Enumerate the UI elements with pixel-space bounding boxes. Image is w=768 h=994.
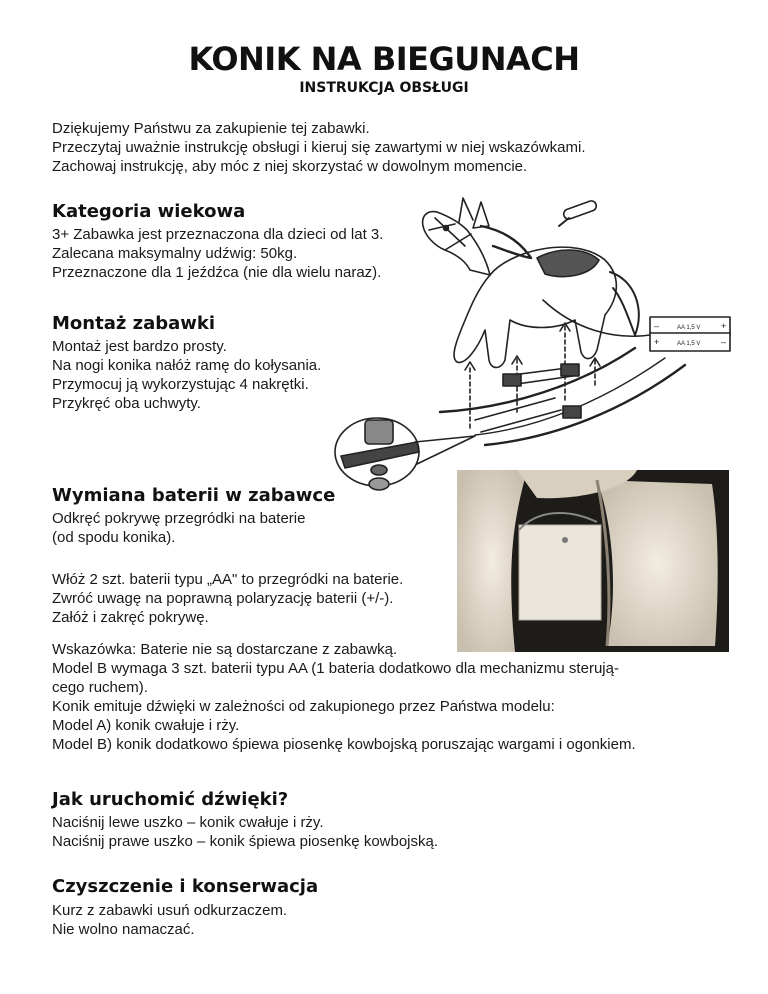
document-subtitle: INSTRUKCJA OBSŁUGI bbox=[299, 80, 469, 96]
battery-compartment-photo bbox=[457, 470, 729, 652]
battery-line: Załóż i zakręć pokrywę. bbox=[52, 609, 209, 626]
fur-right bbox=[597, 480, 718, 646]
horse-eye-icon bbox=[444, 226, 449, 231]
age-line: Przeznaczone dla 1 jeźdźca (nie dla wielu naraz). bbox=[52, 264, 382, 281]
rocker-nut bbox=[561, 364, 579, 376]
rocker-nut bbox=[563, 406, 581, 418]
handle-peg bbox=[559, 218, 569, 226]
cleaning-line: Kurz z zabawki usuń odkurzaczem. bbox=[52, 902, 288, 919]
age-line: Zalecana maksymalny udźwig: 50kg. bbox=[52, 245, 298, 262]
battery-compartment-box bbox=[519, 525, 601, 620]
assembly-line: Montaż jest bardzo prosty. bbox=[52, 338, 227, 355]
document-title: KONIK NA BIEGUNACH bbox=[188, 40, 580, 78]
rocker-crossbar bbox=[481, 410, 561, 432]
minus-sign: – bbox=[721, 337, 727, 347]
rocking-horse-assembly-illustration bbox=[305, 180, 745, 500]
battery-line: (od spodu konika). bbox=[52, 529, 176, 546]
horse-saddle bbox=[537, 250, 599, 277]
heading-age-category: Kategoria wiekowa bbox=[52, 201, 246, 222]
assembly-line: Przymocuj ją wykorzystując 4 nakrętki. bbox=[52, 376, 309, 393]
heading-battery-replacement: Wymiana baterii w zabawce bbox=[52, 485, 336, 506]
plus-sign: + bbox=[721, 321, 727, 331]
assembly-paragraph bbox=[52, 337, 321, 413]
minus-sign: – bbox=[654, 321, 660, 331]
heading-assembly: Montaż zabawki bbox=[52, 313, 216, 334]
horse-tail bbox=[610, 272, 639, 335]
age-line: 3+ Zabawka jest przeznaczona dla dzieci od lat 3. bbox=[52, 226, 384, 243]
cleaning-paragraph bbox=[52, 901, 287, 939]
detail-cap bbox=[365, 420, 393, 444]
horse-ear-icon bbox=[473, 202, 489, 228]
battery-notes bbox=[52, 640, 636, 754]
battery-line: Włóż 2 szt. baterii typu „AA" to przegródki na baterie. bbox=[52, 571, 404, 588]
note-line: Model A) konik cwałuje i rży. bbox=[52, 717, 240, 734]
sound-line: Naciśnij lewe uszko – konik cwałuje i rży. bbox=[52, 814, 324, 831]
heading-sound: Jak uruchomić dźwięki? bbox=[52, 789, 289, 810]
battery-label: AA 1,5 V bbox=[677, 341, 701, 347]
note-line: Model B wymaga 3 szt. baterii typu AA (1 bateria dodatkowo dla mechanizmu sterują- bbox=[52, 660, 619, 677]
battery-paragraph-1 bbox=[52, 509, 305, 547]
note-line: Konik emituje dźwięki w zależności od zakupionego przez Państwa modelu: bbox=[52, 698, 555, 715]
cleaning-line: Nie wolno namaczać. bbox=[52, 921, 195, 938]
battery-compartment-drawing bbox=[457, 470, 729, 652]
heading-cleaning: Czyszczenie i konserwacja bbox=[52, 876, 319, 897]
note-line: cego ruchem). bbox=[52, 679, 148, 696]
intro-line: Przeczytaj uważnie instrukcję obsługi i kieruj się zawartymi w niej wskazówkami. bbox=[52, 139, 586, 156]
sound-paragraph bbox=[52, 813, 438, 851]
assembly-line: Przykręć oba uchwyty. bbox=[52, 395, 201, 412]
plus-sign: + bbox=[654, 337, 660, 347]
assembly-line: Na nogi konika nałóż ramę do kołysania. bbox=[52, 357, 322, 374]
note-line: Model B) konik dodatkowo śpiewa piosenkę kowbojską poruszając wargami i ogonkiem. bbox=[52, 736, 636, 753]
detail-washer bbox=[369, 478, 389, 490]
rocker-nut bbox=[503, 374, 521, 386]
sound-line: Naciśnij prawe uszko – konik śpiewa piosenkę kowbojską. bbox=[52, 833, 439, 850]
horse-ear-icon bbox=[459, 198, 473, 222]
battery-line: Zwróć uwagę na poprawną polaryzację baterii (+/-). bbox=[52, 590, 394, 607]
battery-label: AA 1,5 V bbox=[677, 325, 701, 331]
compartment-screw-icon bbox=[562, 537, 568, 543]
note-line: Wskazówka: Baterie nie są dostarczane z zabawką. bbox=[52, 641, 398, 658]
battery-line: Odkręć pokrywę przegródki na baterie bbox=[52, 510, 306, 527]
detail-nut bbox=[371, 465, 387, 475]
battery-paragraph-2 bbox=[52, 570, 403, 627]
intro-line: Zachowaj instrukcję, aby móc z niej skorzystać w dowolnym momencie. bbox=[52, 158, 528, 175]
intro-paragraph bbox=[52, 119, 586, 176]
intro-line: Dziękujemy Państwu za zakupienie tej zabawki. bbox=[52, 120, 370, 137]
detail-pointer bbox=[415, 436, 475, 464]
handle-piece bbox=[562, 199, 597, 220]
